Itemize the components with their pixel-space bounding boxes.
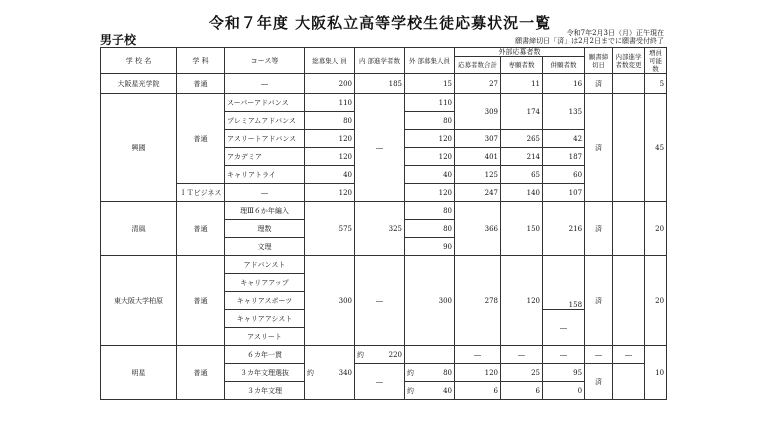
school-name: 東大阪大学柏原 (101, 256, 177, 346)
school-name: 清風 (101, 202, 177, 256)
quota: 120 (305, 148, 355, 166)
table-row (101, 74, 667, 94)
total: 307 (455, 130, 501, 148)
external: 300 (405, 256, 455, 346)
header-internal: 内 部進学者数 (355, 48, 405, 74)
dept: 普通 (177, 346, 225, 400)
increase: 10 (645, 346, 667, 400)
approx-label: 約 (357, 350, 364, 359)
quota: 200 (305, 74, 355, 94)
external: 80 (405, 112, 455, 130)
course: 文理 (225, 238, 305, 256)
dept: 普通 (177, 256, 225, 346)
total: 247 (455, 184, 501, 202)
internal: ― (355, 256, 405, 346)
school-name: 興國 (101, 94, 177, 202)
external: 90 (405, 238, 455, 256)
increase: 20 (645, 256, 667, 346)
internal-change: ― (613, 346, 645, 364)
heigan: ― (543, 310, 585, 346)
total: 401 (455, 148, 501, 166)
internal-change (613, 74, 645, 94)
course: ３カ年文理選抜 (225, 364, 305, 382)
heigan: 107 (543, 184, 585, 202)
senkan: 65 (501, 166, 543, 184)
senkan: 265 (501, 130, 543, 148)
course: アスリートアドバンス (225, 130, 305, 148)
header-total: 応募者数合計 (455, 57, 501, 74)
table-row (101, 94, 667, 112)
internal: ― (355, 364, 405, 400)
external: 80 (405, 220, 455, 238)
external (405, 364, 455, 382)
deadline: 済 (585, 364, 613, 400)
course: ６カ年一貫 (225, 346, 305, 364)
deadline: 済 (585, 94, 613, 202)
internal: ― (355, 94, 405, 202)
external (405, 382, 455, 400)
external: 110 (405, 94, 455, 112)
deadline: 済 (585, 202, 613, 256)
course: 理数 (225, 220, 305, 238)
heigan: 0 (543, 382, 585, 400)
quota: 300 (305, 256, 355, 346)
internal-change (613, 256, 645, 346)
course: アカデミア (225, 148, 305, 166)
heigan: 216 (543, 202, 585, 256)
header-dept: 学 科 (177, 48, 225, 74)
school-name: 大阪星光学院 (101, 74, 177, 94)
deadline: 済 (585, 74, 613, 94)
as-of-date: 令和7年2月3日（月）正午現在 (566, 29, 664, 37)
approx-label: 約 (407, 386, 414, 395)
course: ― (225, 184, 305, 202)
internal (355, 346, 405, 364)
heigan: 158 (543, 256, 585, 310)
heigan: ― (543, 346, 585, 364)
header-external: 外 部募集人員 (405, 48, 455, 74)
header-deadline: 願書締切日 (585, 48, 613, 74)
total: 125 (455, 166, 501, 184)
header-senkan: 専願者数 (501, 57, 543, 74)
header-school: 学 校 名 (101, 48, 177, 74)
total: 6 (455, 382, 501, 400)
course: アドバンスト (225, 256, 305, 274)
course: アスリート (225, 328, 305, 346)
heigan: 187 (543, 148, 585, 166)
course: スーパーアドバンス (225, 94, 305, 112)
header-quota: 総募集人 員 (305, 48, 355, 74)
table-row (101, 346, 667, 364)
external: 80 (405, 202, 455, 220)
dept: 普通 (177, 74, 225, 94)
dept: ＩＴビジネス (177, 184, 225, 202)
increase: 45 (645, 94, 667, 202)
as-of-note (515, 29, 664, 45)
quota: 80 (305, 112, 355, 130)
course: キャリアアシスト (225, 310, 305, 328)
internal: 185 (355, 74, 405, 94)
external: 120 (405, 130, 455, 148)
internal-change (613, 202, 645, 256)
applicant-table (100, 47, 667, 400)
course: キャリアアップ (225, 274, 305, 292)
quota: 120 (305, 130, 355, 148)
quota: 575 (305, 202, 355, 256)
senkan: 6 (501, 382, 543, 400)
quota (305, 346, 355, 400)
course: 理Ⅲ６か年編入 (225, 202, 305, 220)
internal: 325 (355, 202, 405, 256)
heigan: 135 (543, 94, 585, 130)
course: キャリアスポーツ (225, 292, 305, 310)
internal-value: 220 (388, 350, 402, 359)
total: 278 (455, 256, 501, 346)
senkan: 214 (501, 148, 543, 166)
header-course: コース等 (225, 48, 305, 74)
quota: 110 (305, 94, 355, 112)
header-internal-change: 内部進学者数変更 (613, 48, 645, 74)
heigan: 60 (543, 166, 585, 184)
header-heigan: 併願者数 (543, 57, 585, 74)
total: 309 (455, 94, 501, 130)
course: ３カ年文理 (225, 382, 305, 400)
senkan: 174 (501, 94, 543, 130)
header-increase: 増員可能数 (645, 48, 667, 74)
page-title: 令和７年度 大阪私立高等学校生徒応募状況一覧 (208, 14, 552, 32)
total: 27 (455, 74, 501, 94)
table-row (101, 202, 667, 220)
approx-label: 約 (307, 368, 314, 377)
increase: 20 (645, 202, 667, 256)
external: 120 (405, 184, 455, 202)
school-name: 明星 (101, 346, 177, 400)
approx-label: 約 (407, 368, 414, 377)
dept: 普通 (177, 202, 225, 256)
quota: 40 (305, 166, 355, 184)
external: 40 (405, 166, 455, 184)
heigan: 16 (543, 74, 585, 94)
external: 15 (405, 74, 455, 94)
senkan: 25 (501, 364, 543, 382)
senkan: 140 (501, 184, 543, 202)
external-value: 40 (443, 386, 452, 395)
quota: 120 (305, 184, 355, 202)
increase: 5 (645, 74, 667, 94)
school-category: 男子校 (100, 33, 137, 47)
heigan: 42 (543, 130, 585, 148)
external: 120 (405, 148, 455, 166)
course: キャリアトライ (225, 166, 305, 184)
dept: 普通 (177, 94, 225, 184)
deadline: 済 (585, 256, 613, 346)
senkan: 150 (501, 202, 543, 256)
total: 366 (455, 202, 501, 256)
table-row (101, 256, 667, 274)
internal-change (613, 364, 645, 400)
external (405, 346, 455, 364)
internal-change (613, 94, 645, 202)
header-applicants: 外部応募者数 (455, 48, 585, 57)
deadline: ― (585, 346, 613, 364)
senkan: ― (501, 346, 543, 364)
deadline-note: 願書締切日「済」は2月2日までに願書受付終了 (515, 37, 664, 45)
external-value: 80 (443, 368, 452, 377)
quota-value: 340 (338, 368, 352, 377)
senkan: 120 (501, 256, 543, 346)
senkan: 11 (501, 74, 543, 94)
total: 120 (455, 364, 501, 382)
total: ― (455, 346, 501, 364)
heigan: 95 (543, 364, 585, 382)
course: ― (225, 74, 305, 94)
course: プレミアムアドバンス (225, 112, 305, 130)
